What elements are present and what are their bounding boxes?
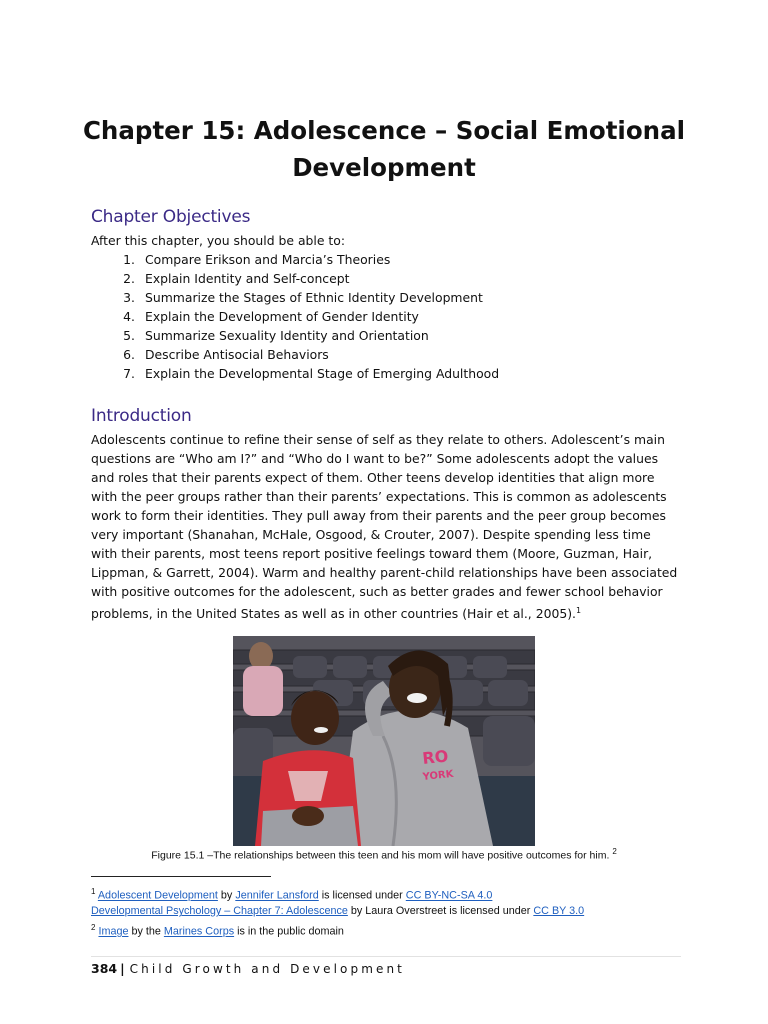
- figure-photo: [233, 636, 535, 846]
- footer-divider: [91, 956, 681, 957]
- chapter-title-line-1: Chapter 15: Adolescence – Social Emotional: [82, 116, 686, 145]
- footnote-ref-1[interactable]: 1: [576, 606, 582, 615]
- list-item: 6. Describe Antisocial Behaviors: [123, 347, 329, 362]
- svg-text:YORK: YORK: [422, 768, 454, 783]
- footnote-divider: [91, 876, 271, 877]
- footnote-2: [91, 920, 584, 940]
- list-item: 3. Summarize the Stages of Ethnic Identity Development: [123, 290, 483, 305]
- footnote-text: by: [217, 889, 236, 902]
- cc-by-link[interactable]: CC BY 3.0: [533, 905, 585, 918]
- footnote-ref-2[interactable]: 2: [612, 847, 617, 856]
- chapter-title-line-2: Development: [292, 153, 476, 182]
- introduction-paragraph: [91, 430, 681, 623]
- page-number: 384: [91, 961, 118, 976]
- footnote-1b: [91, 904, 584, 920]
- list-item: 5. Summarize Sexuality Identity and Orientation: [123, 328, 429, 343]
- footnote-mark: 1: [91, 887, 96, 896]
- teen-and-mom-photo: [233, 636, 535, 846]
- footnote-1: [91, 884, 584, 904]
- marines-corps-link[interactable]: Marines Corps: [163, 925, 235, 938]
- figure-caption: [60, 847, 708, 862]
- footnote-mark: 2: [91, 923, 96, 933]
- image-link[interactable]: Image: [98, 925, 129, 938]
- chapter-title: [60, 112, 708, 186]
- footnote-text: is in the public domain: [234, 925, 344, 938]
- objectives-heading: Chapter Objectives: [91, 207, 251, 227]
- introduction-heading: Introduction: [91, 406, 192, 426]
- list-item: 1. Compare Erikson and Marcia’s Theories: [123, 252, 391, 267]
- footer-separator: |: [120, 961, 125, 976]
- footnote-text: by Laura Overstreet is licensed under: [347, 905, 534, 918]
- book-title: Child Growth and Development: [129, 962, 405, 976]
- footnote-text: by the: [128, 925, 164, 938]
- cc-by-nc-sa-link[interactable]: CC BY-NC-SA 4.0: [405, 889, 493, 902]
- objectives-list: [91, 250, 499, 383]
- developmental-psychology-link[interactable]: Developmental Psychology – Chapter 7: Adolescence: [91, 905, 348, 918]
- list-item: 2. Explain Identity and Self-concept: [123, 271, 350, 286]
- footnotes: [91, 884, 584, 941]
- introduction-text: Adolescents continue to refine their sense of self as they relate to others. Adolescent’s main questions are “Who am I?” and “Who do I want to be?” Some adolescents adopt the values and roles that their parents expect of them. Other teens develop identities that align more with the peer groups rather than their parents’ expectations. This is common as adolescents work to form their identities. They pull away from their parents and the peer group becomes very important (Shanahan, McHale, Osgood, & Crouter, 2007). Despite spending less time with their parents, most teens report positive feelings toward them (Moore, Guzman, Hair, Lippman, & Garrett, 2004). Warm and healthy parent-child relationships have been associated with positive outcomes for the adolescent, such as better grades and fewer school behavior problems, in the United States as well as in other countries (Hair et al., 2005).: [91, 432, 678, 622]
- svg-text:RO: RO: [421, 746, 450, 768]
- caption-text: Figure 15.1 –The relationships between this teen and his mom will have positive outcomes for him.: [151, 849, 610, 862]
- jennifer-lansford-link[interactable]: Jennifer Lansford: [235, 889, 319, 902]
- adolescent-development-link[interactable]: Adolescent Development: [97, 889, 218, 902]
- footnote-text: is licensed under: [318, 889, 406, 902]
- page-footer: [91, 961, 405, 976]
- objectives-intro: After this chapter, you should be able to:: [91, 233, 346, 248]
- list-item: 7. Explain the Developmental Stage of Emerging Adulthood: [123, 366, 500, 381]
- list-item: 4. Explain the Development of Gender Identity: [123, 309, 419, 324]
